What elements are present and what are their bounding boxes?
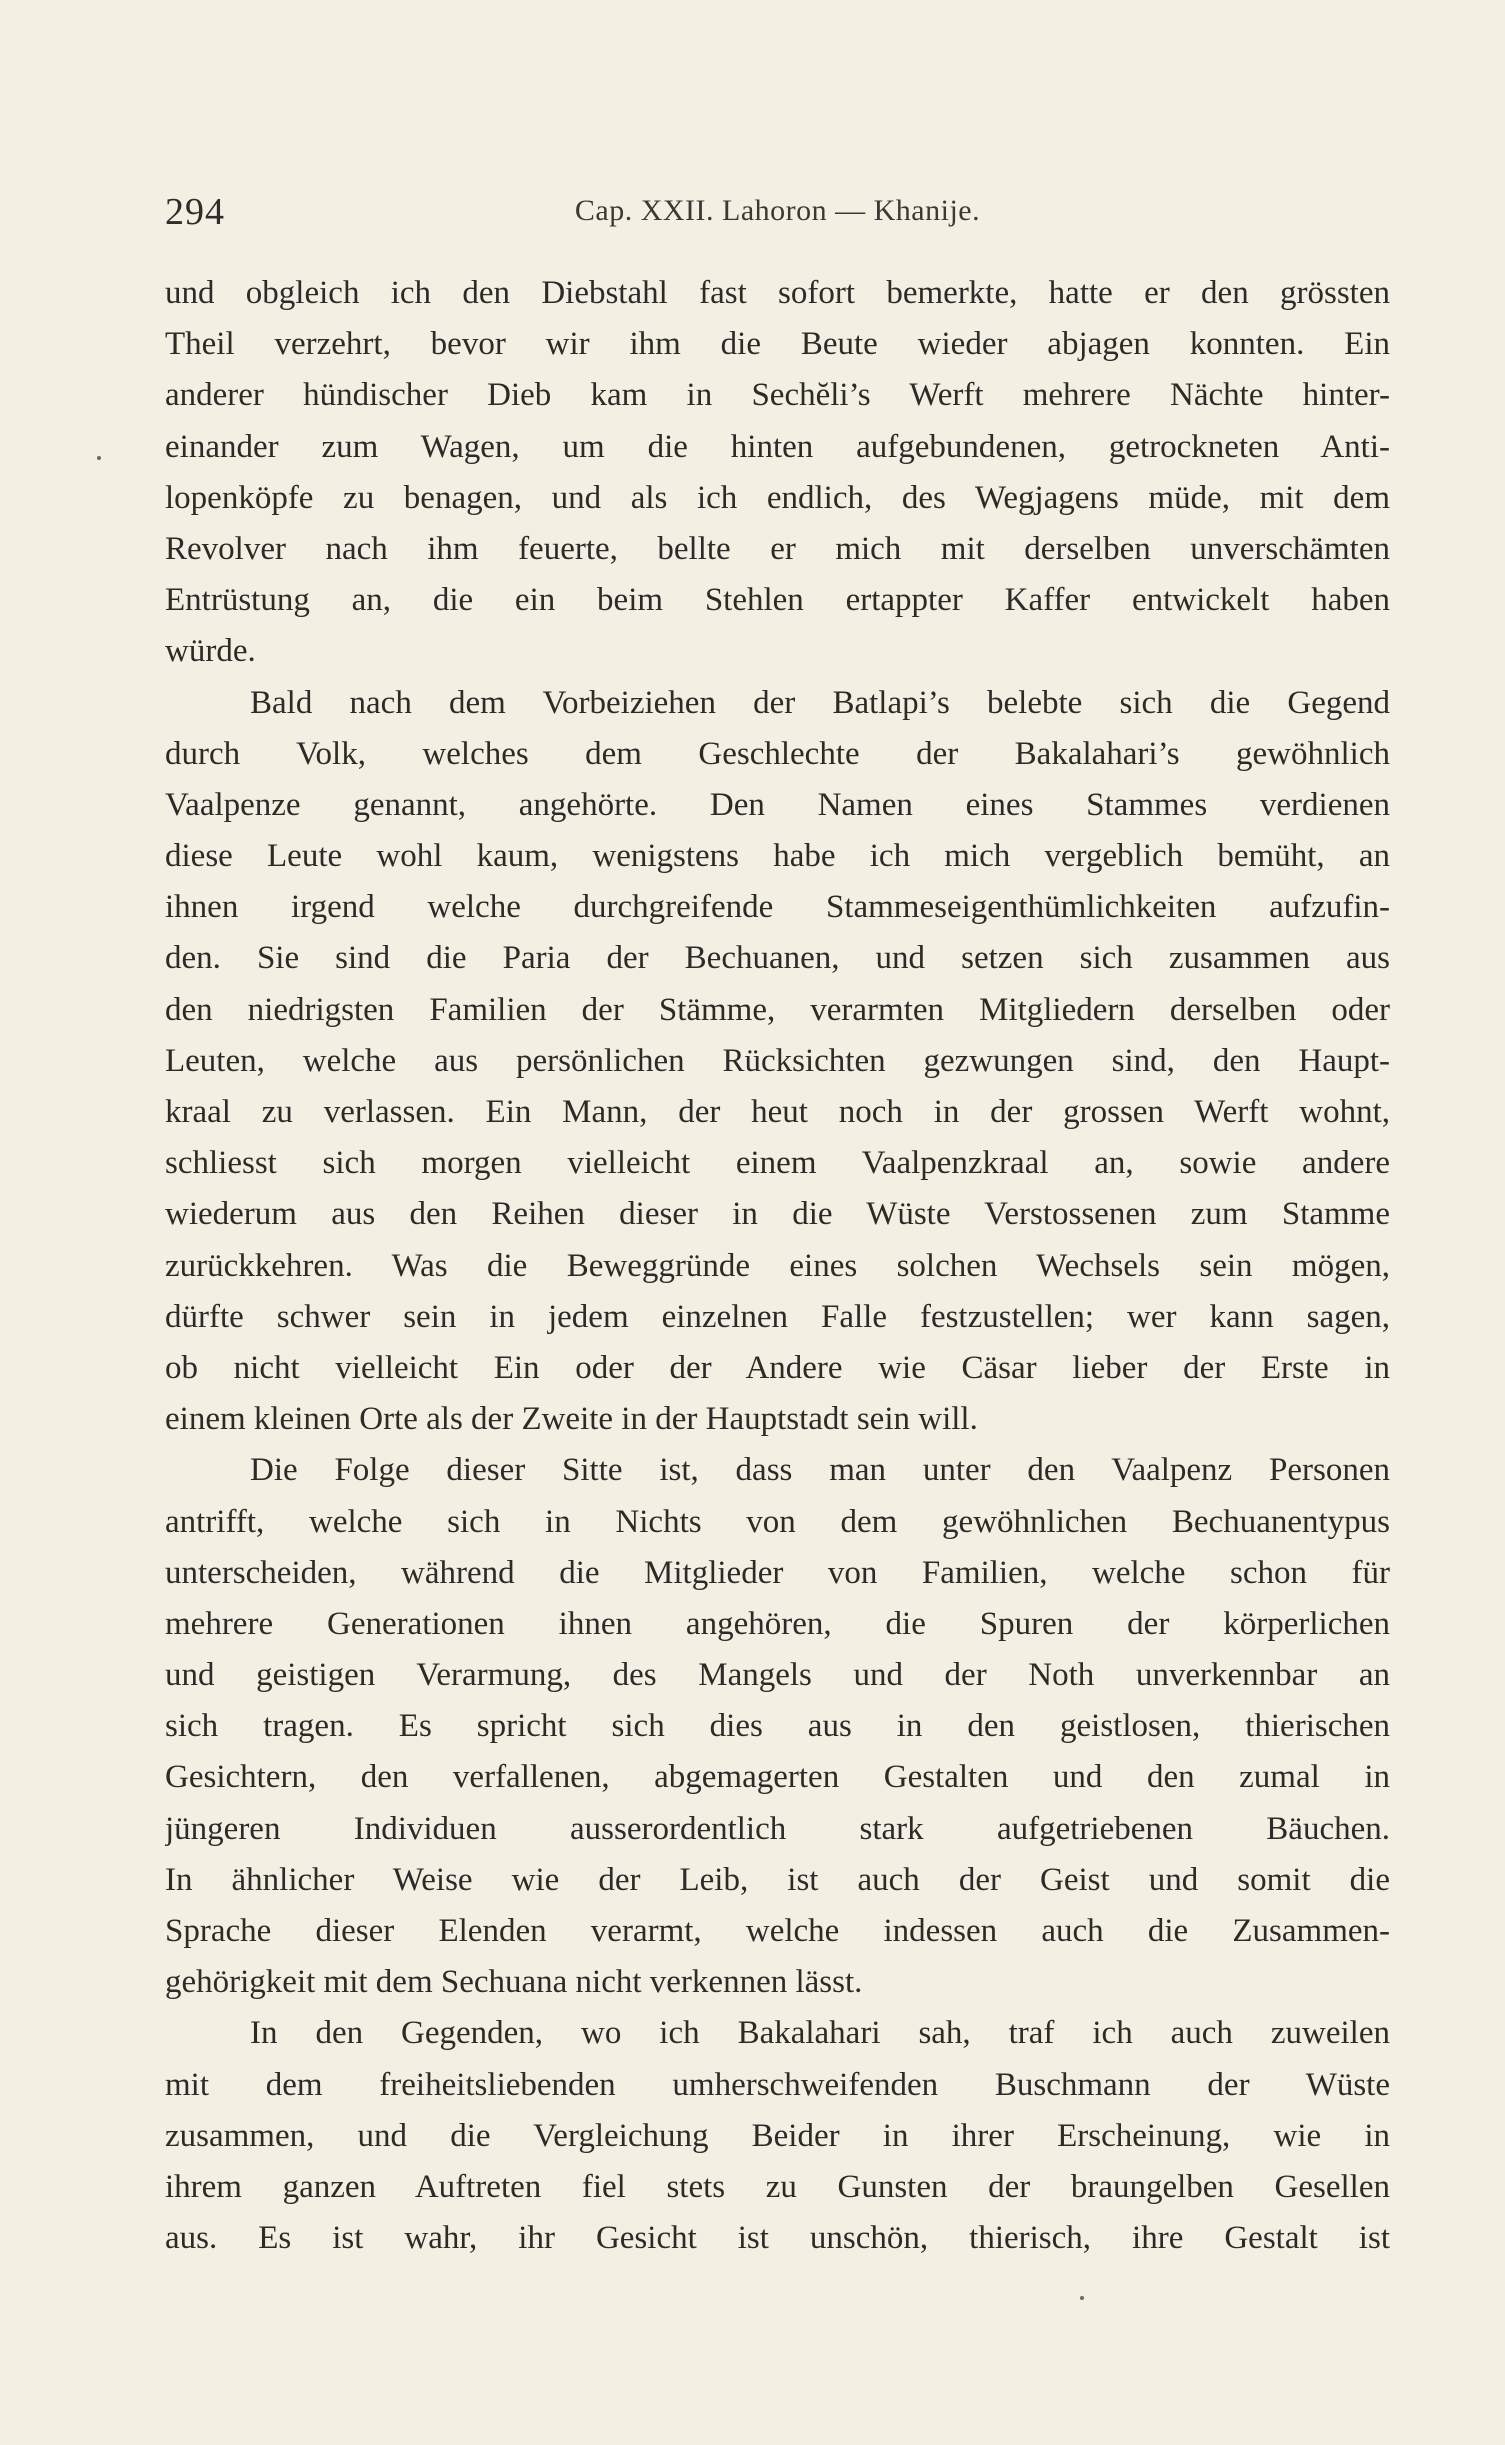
text-line: wiederum aus den Reihen dieser in die Wüste Verstossenen zum Stamme [165, 1196, 1390, 1233]
text-line: Theil verzehrt, bevor wir ihm die Beute wieder abjagen konnten. Ein [165, 326, 1390, 363]
ink-speck [1080, 2296, 1084, 2300]
text-line: einem kleinen Orte als der Zweite in der Hauptstadt sein will. [165, 1401, 978, 1438]
text-line: schliesst sich morgen vielleicht einem Vaalpenzkraal an, sowie andere [165, 1145, 1390, 1182]
text-line: zurückkehren. Was die Beweggründe eines solchen Wechsels sein mögen, [165, 1247, 1390, 1284]
text-line: würde. [165, 633, 256, 670]
text-line: In den Gegenden, wo ich Bakalahari sah, traf ich auch zuweilen [250, 2015, 1390, 2052]
text-line: Bald nach dem Vorbeiziehen der Batlapi’s belebte sich die Gegend [250, 684, 1390, 721]
text-line: Entrüstung an, die ein beim Stehlen ertappter Kaffer entwickelt haben [165, 582, 1390, 619]
text-line: Gesichtern, den verfallenen, abgemagerten Gestalten und den zumal in [165, 1759, 1390, 1796]
text-line: dürfte schwer sein in jedem einzelnen Falle festzustellen; wer kann sagen, [165, 1298, 1390, 1335]
text-line: Sprache dieser Elenden verarmt, welche indessen auch die Zusammen- [165, 1913, 1390, 1949]
text-line: antrifft, welche sich in Nichts von dem gewöhnlichen Bechuanentypus [165, 1503, 1390, 1540]
text-line: durch Volk, welches dem Geschlechte der Bakalahari’s gewöhnlich [165, 735, 1390, 772]
text-line: gehörigkeit mit dem Sechuana nicht verkennen lässt. [165, 1964, 863, 2001]
text-line: anderer hündischer Dieb kam in Sechĕli’s Werft mehrere Nächte hinter- [165, 377, 1390, 414]
text-line: Vaalpenze genannt, angehörte. Den Namen eines Stammes verdienen [165, 786, 1390, 823]
text-line: den niedrigsten Familien der Stämme, verarmten Mitgliedern derselben oder [165, 991, 1390, 1028]
text-line: ihnen irgend welche durchgreifende Stammeseigenthümlichkeiten aufzufin- [165, 889, 1390, 926]
text-line: den. Sie sind die Paria der Bechuanen, und setzen sich zusammen aus [165, 940, 1390, 977]
text-line: In ähnlicher Weise wie der Leib, ist auch der Geist und somit die [165, 1861, 1390, 1898]
text-line: kraal zu verlassen. Ein Mann, der heut noch in der grossen Werft wohnt, [165, 1094, 1390, 1130]
text-line: Die Folge dieser Sitte ist, dass man unter den Vaalpenz Personen [250, 1452, 1390, 1489]
text-line: einander zum Wagen, um die hinten aufgebundenen, getrockneten Anti- [165, 428, 1390, 465]
running-head [165, 190, 1390, 240]
text-line: Revolver nach ihm feuerte, bellte er mich mit derselben unverschämten [165, 530, 1390, 567]
text-line: lopenköpfe zu benagen, und als ich endlich, des Wegjagens müde, mit dem [165, 479, 1390, 516]
ink-speck [97, 456, 101, 460]
text-line: aus. Es ist wahr, ihr Gesicht ist unschön, thierisch, ihre Gestalt ist [165, 2220, 1390, 2257]
text-line: mit dem freiheitsliebenden umherschweifenden Buschmann der Wüste [165, 2066, 1390, 2103]
text-line: unterscheiden, während die Mitglieder von Familien, welche schon für [165, 1554, 1390, 1591]
text-line: mehrere Generationen ihnen angehören, die Spuren der körperlichen [165, 1605, 1390, 1642]
text-line: ihrem ganzen Auftreten fiel stets zu Gunsten der braungelben Gesellen [165, 2168, 1390, 2205]
text-line: zusammen, und die Vergleichung Beider in ihrer Erscheinung, wie in [165, 2117, 1390, 2154]
text-line: sich tragen. Es spricht sich dies aus in den geistlosen, thierischen [165, 1708, 1390, 1745]
text-line: Leuten, welche aus persönlichen Rücksichten gezwungen sind, den Haupt- [165, 1042, 1390, 1079]
page-number: 294 [165, 191, 225, 233]
text-line: und geistigen Verarmung, des Mangels und der Noth unverkennbar an [165, 1657, 1390, 1694]
chapter-title: Cap. XXII. Lahoron — Khanije. [574, 194, 981, 227]
text-line: ob nicht vielleicht Ein oder der Andere wie Cäsar lieber der Erste in [165, 1349, 1390, 1386]
text-line: und obgleich ich den Diebstahl fast sofort bemerkte, hatte er den grössten [165, 275, 1390, 311]
text-line: diese Leute wohl kaum, wenigstens habe ich mich vergeblich bemüht, an [165, 838, 1390, 875]
body-text [165, 268, 1390, 2264]
text-line: jüngeren Individuen ausserordentlich stark aufgetriebenen Bäuchen. [165, 1810, 1390, 1847]
